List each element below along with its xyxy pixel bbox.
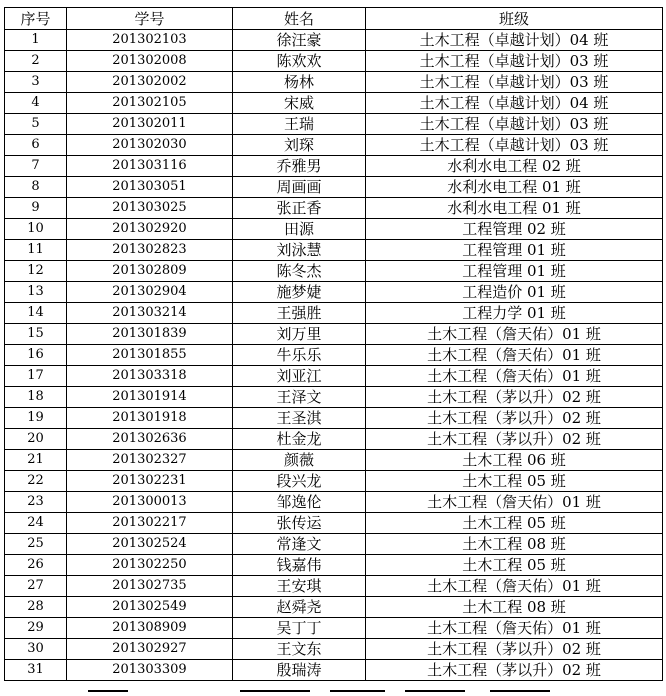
cell-student-id: 201301918 <box>67 408 233 429</box>
cell-class: 土木工程（詹天佑）01 班 <box>366 345 663 366</box>
cell-serial-number: 19 <box>5 408 67 429</box>
cell-class: 土木工程 05 班 <box>366 471 663 492</box>
cell-student-id: 201302735 <box>67 576 233 597</box>
cell-class: 土木工程（茅以升）02 班 <box>366 639 663 660</box>
cell-name: 王文东 <box>233 639 366 660</box>
cell-name: 张正香 <box>233 198 366 219</box>
cut-off-text-fragment <box>88 690 128 692</box>
cell-serial-number: 12 <box>5 261 67 282</box>
table-row <box>5 240 663 261</box>
cell-name: 吴丁丁 <box>233 618 366 639</box>
table-row <box>5 555 663 576</box>
table-row <box>5 450 663 471</box>
table-row <box>5 366 663 387</box>
cell-serial-number: 8 <box>5 177 67 198</box>
cell-name: 刘亚江 <box>233 366 366 387</box>
cell-class: 土木工程（卓越计划）03 班 <box>366 51 663 72</box>
cut-off-text-fragment <box>240 690 310 692</box>
cell-class: 土木工程 06 班 <box>366 450 663 471</box>
table-row <box>5 324 663 345</box>
table-row <box>5 198 663 219</box>
table-row <box>5 660 663 681</box>
table-row <box>5 639 663 660</box>
cell-serial-number: 15 <box>5 324 67 345</box>
cell-student-id: 201302927 <box>67 639 233 660</box>
cell-student-id: 201302823 <box>67 240 233 261</box>
table-row <box>5 303 663 324</box>
cell-student-id: 201302008 <box>67 51 233 72</box>
cell-name: 王安琪 <box>233 576 366 597</box>
cell-serial-number: 9 <box>5 198 67 219</box>
cell-name: 陈冬杰 <box>233 261 366 282</box>
cell-serial-number: 11 <box>5 240 67 261</box>
cell-class: 土木工程（卓越计划）04 班 <box>366 30 663 51</box>
cell-class: 工程管理 01 班 <box>366 240 663 261</box>
cut-off-text-fragment <box>490 690 550 692</box>
cell-class: 水利水电工程 01 班 <box>366 198 663 219</box>
cell-class: 土木工程 08 班 <box>366 534 663 555</box>
table-row <box>5 219 663 240</box>
cell-serial-number: 28 <box>5 597 67 618</box>
cell-class: 土木工程 05 班 <box>366 555 663 576</box>
cell-serial-number: 13 <box>5 282 67 303</box>
cell-name: 刘泳慧 <box>233 240 366 261</box>
table-row <box>5 576 663 597</box>
header-student-id: 学号 <box>67 8 233 30</box>
cell-student-id: 201303214 <box>67 303 233 324</box>
cell-serial-number: 1 <box>5 30 67 51</box>
cell-student-id: 201302250 <box>67 555 233 576</box>
cell-student-id: 201302904 <box>67 282 233 303</box>
table-row <box>5 534 663 555</box>
cell-student-id: 201302549 <box>67 597 233 618</box>
cell-name: 徐汪豪 <box>233 30 366 51</box>
cell-serial-number: 4 <box>5 93 67 114</box>
cell-serial-number: 5 <box>5 114 67 135</box>
cell-student-id: 201302327 <box>67 450 233 471</box>
cell-student-id: 201302217 <box>67 513 233 534</box>
table-row <box>5 282 663 303</box>
table-row <box>5 492 663 513</box>
cell-class: 工程管理 02 班 <box>366 219 663 240</box>
cell-student-id: 201302011 <box>67 114 233 135</box>
cell-serial-number: 6 <box>5 135 67 156</box>
table-row <box>5 597 663 618</box>
student-list-table <box>4 7 663 681</box>
cell-name: 王瑞 <box>233 114 366 135</box>
cell-class: 工程造价 01 班 <box>366 282 663 303</box>
cell-class: 土木工程（詹天佑）01 班 <box>366 576 663 597</box>
cell-serial-number: 20 <box>5 429 67 450</box>
cut-off-text-fragment <box>330 690 385 692</box>
cell-student-id: 201301855 <box>67 345 233 366</box>
cell-name: 王圣淇 <box>233 408 366 429</box>
table-row <box>5 618 663 639</box>
cell-class: 土木工程（茅以升）02 班 <box>366 660 663 681</box>
table-row <box>5 261 663 282</box>
cell-serial-number: 2 <box>5 51 67 72</box>
cell-name: 田源 <box>233 219 366 240</box>
cell-name: 段兴龙 <box>233 471 366 492</box>
cell-serial-number: 14 <box>5 303 67 324</box>
cell-student-id: 201301839 <box>67 324 233 345</box>
cell-class: 土木工程 05 班 <box>366 513 663 534</box>
cell-serial-number: 22 <box>5 471 67 492</box>
cell-serial-number: 24 <box>5 513 67 534</box>
cell-class: 工程管理 01 班 <box>366 261 663 282</box>
cell-class: 土木工程（卓越计划）04 班 <box>366 93 663 114</box>
cell-class: 土木工程 08 班 <box>366 597 663 618</box>
cell-student-id: 201302030 <box>67 135 233 156</box>
cell-serial-number: 30 <box>5 639 67 660</box>
cell-class: 土木工程（茅以升）02 班 <box>366 408 663 429</box>
cell-student-id: 201303025 <box>67 198 233 219</box>
table-row <box>5 429 663 450</box>
cell-name: 王泽文 <box>233 387 366 408</box>
cell-class: 工程力学 01 班 <box>366 303 663 324</box>
cell-name: 周画画 <box>233 177 366 198</box>
cell-name: 颜薇 <box>233 450 366 471</box>
cell-name: 刘万里 <box>233 324 366 345</box>
table-row <box>5 345 663 366</box>
cell-name: 王强胜 <box>233 303 366 324</box>
cut-off-text-fragment <box>405 690 465 692</box>
cell-student-id: 201302809 <box>67 261 233 282</box>
cell-student-id: 201303116 <box>67 156 233 177</box>
cell-serial-number: 18 <box>5 387 67 408</box>
cell-class: 土木工程（詹天佑）01 班 <box>366 618 663 639</box>
cell-name: 宋威 <box>233 93 366 114</box>
cell-class: 土木工程（詹天佑）01 班 <box>366 492 663 513</box>
table-row <box>5 72 663 93</box>
cell-name: 牛乐乐 <box>233 345 366 366</box>
cell-name: 邹逸伦 <box>233 492 366 513</box>
table-row <box>5 114 663 135</box>
cell-serial-number: 23 <box>5 492 67 513</box>
header-serial-number: 序号 <box>5 8 67 30</box>
cell-student-id: 201303318 <box>67 366 233 387</box>
table-row <box>5 513 663 534</box>
cell-serial-number: 21 <box>5 450 67 471</box>
cell-class: 水利水电工程 01 班 <box>366 177 663 198</box>
table-row <box>5 93 663 114</box>
cell-serial-number: 7 <box>5 156 67 177</box>
table-row <box>5 30 663 51</box>
cell-serial-number: 29 <box>5 618 67 639</box>
cell-name: 陈欢欢 <box>233 51 366 72</box>
cell-serial-number: 31 <box>5 660 67 681</box>
cell-name: 乔雅男 <box>233 156 366 177</box>
cell-student-id: 201302524 <box>67 534 233 555</box>
cell-serial-number: 25 <box>5 534 67 555</box>
table-row <box>5 51 663 72</box>
cell-class: 土木工程（卓越计划）03 班 <box>366 72 663 93</box>
cell-name: 钱嘉伟 <box>233 555 366 576</box>
cell-serial-number: 27 <box>5 576 67 597</box>
cell-serial-number: 3 <box>5 72 67 93</box>
cell-student-id: 201303051 <box>67 177 233 198</box>
table-row <box>5 387 663 408</box>
table-row <box>5 156 663 177</box>
cell-class: 土木工程（詹天佑）01 班 <box>366 366 663 387</box>
cell-student-id: 201303309 <box>67 660 233 681</box>
cell-name: 赵舜尧 <box>233 597 366 618</box>
cell-class: 水利水电工程 02 班 <box>366 156 663 177</box>
header-name: 姓名 <box>233 8 366 30</box>
cell-serial-number: 17 <box>5 366 67 387</box>
cell-student-id: 201308909 <box>67 618 233 639</box>
table-row <box>5 408 663 429</box>
cell-class: 土木工程（詹天佑）01 班 <box>366 324 663 345</box>
cell-serial-number: 10 <box>5 219 67 240</box>
table-body <box>5 30 663 681</box>
cell-class: 土木工程（卓越计划）03 班 <box>366 135 663 156</box>
cell-student-id: 201302105 <box>67 93 233 114</box>
table-header-row <box>5 8 663 30</box>
header-class: 班级 <box>366 8 663 30</box>
cell-class: 土木工程（茅以升）02 班 <box>366 429 663 450</box>
cell-name: 杜金龙 <box>233 429 366 450</box>
cell-class: 土木工程（卓越计划）03 班 <box>366 114 663 135</box>
table-row <box>5 135 663 156</box>
cell-name: 殷瑞涛 <box>233 660 366 681</box>
cell-student-id: 201300013 <box>67 492 233 513</box>
cell-student-id: 201302002 <box>67 72 233 93</box>
cell-student-id: 201302636 <box>67 429 233 450</box>
cell-student-id: 201302920 <box>67 219 233 240</box>
cell-student-id: 201302103 <box>67 30 233 51</box>
cell-student-id: 201301914 <box>67 387 233 408</box>
cell-name: 刘琛 <box>233 135 366 156</box>
table-row <box>5 471 663 492</box>
cell-name: 施梦婕 <box>233 282 366 303</box>
cell-class: 土木工程（茅以升）02 班 <box>366 387 663 408</box>
cut-off-next-line <box>0 690 666 696</box>
cell-serial-number: 16 <box>5 345 67 366</box>
cell-serial-number: 26 <box>5 555 67 576</box>
cell-name: 常逢文 <box>233 534 366 555</box>
table-row <box>5 177 663 198</box>
cell-name: 杨林 <box>233 72 366 93</box>
cell-student-id: 201302231 <box>67 471 233 492</box>
cell-name: 张传运 <box>233 513 366 534</box>
